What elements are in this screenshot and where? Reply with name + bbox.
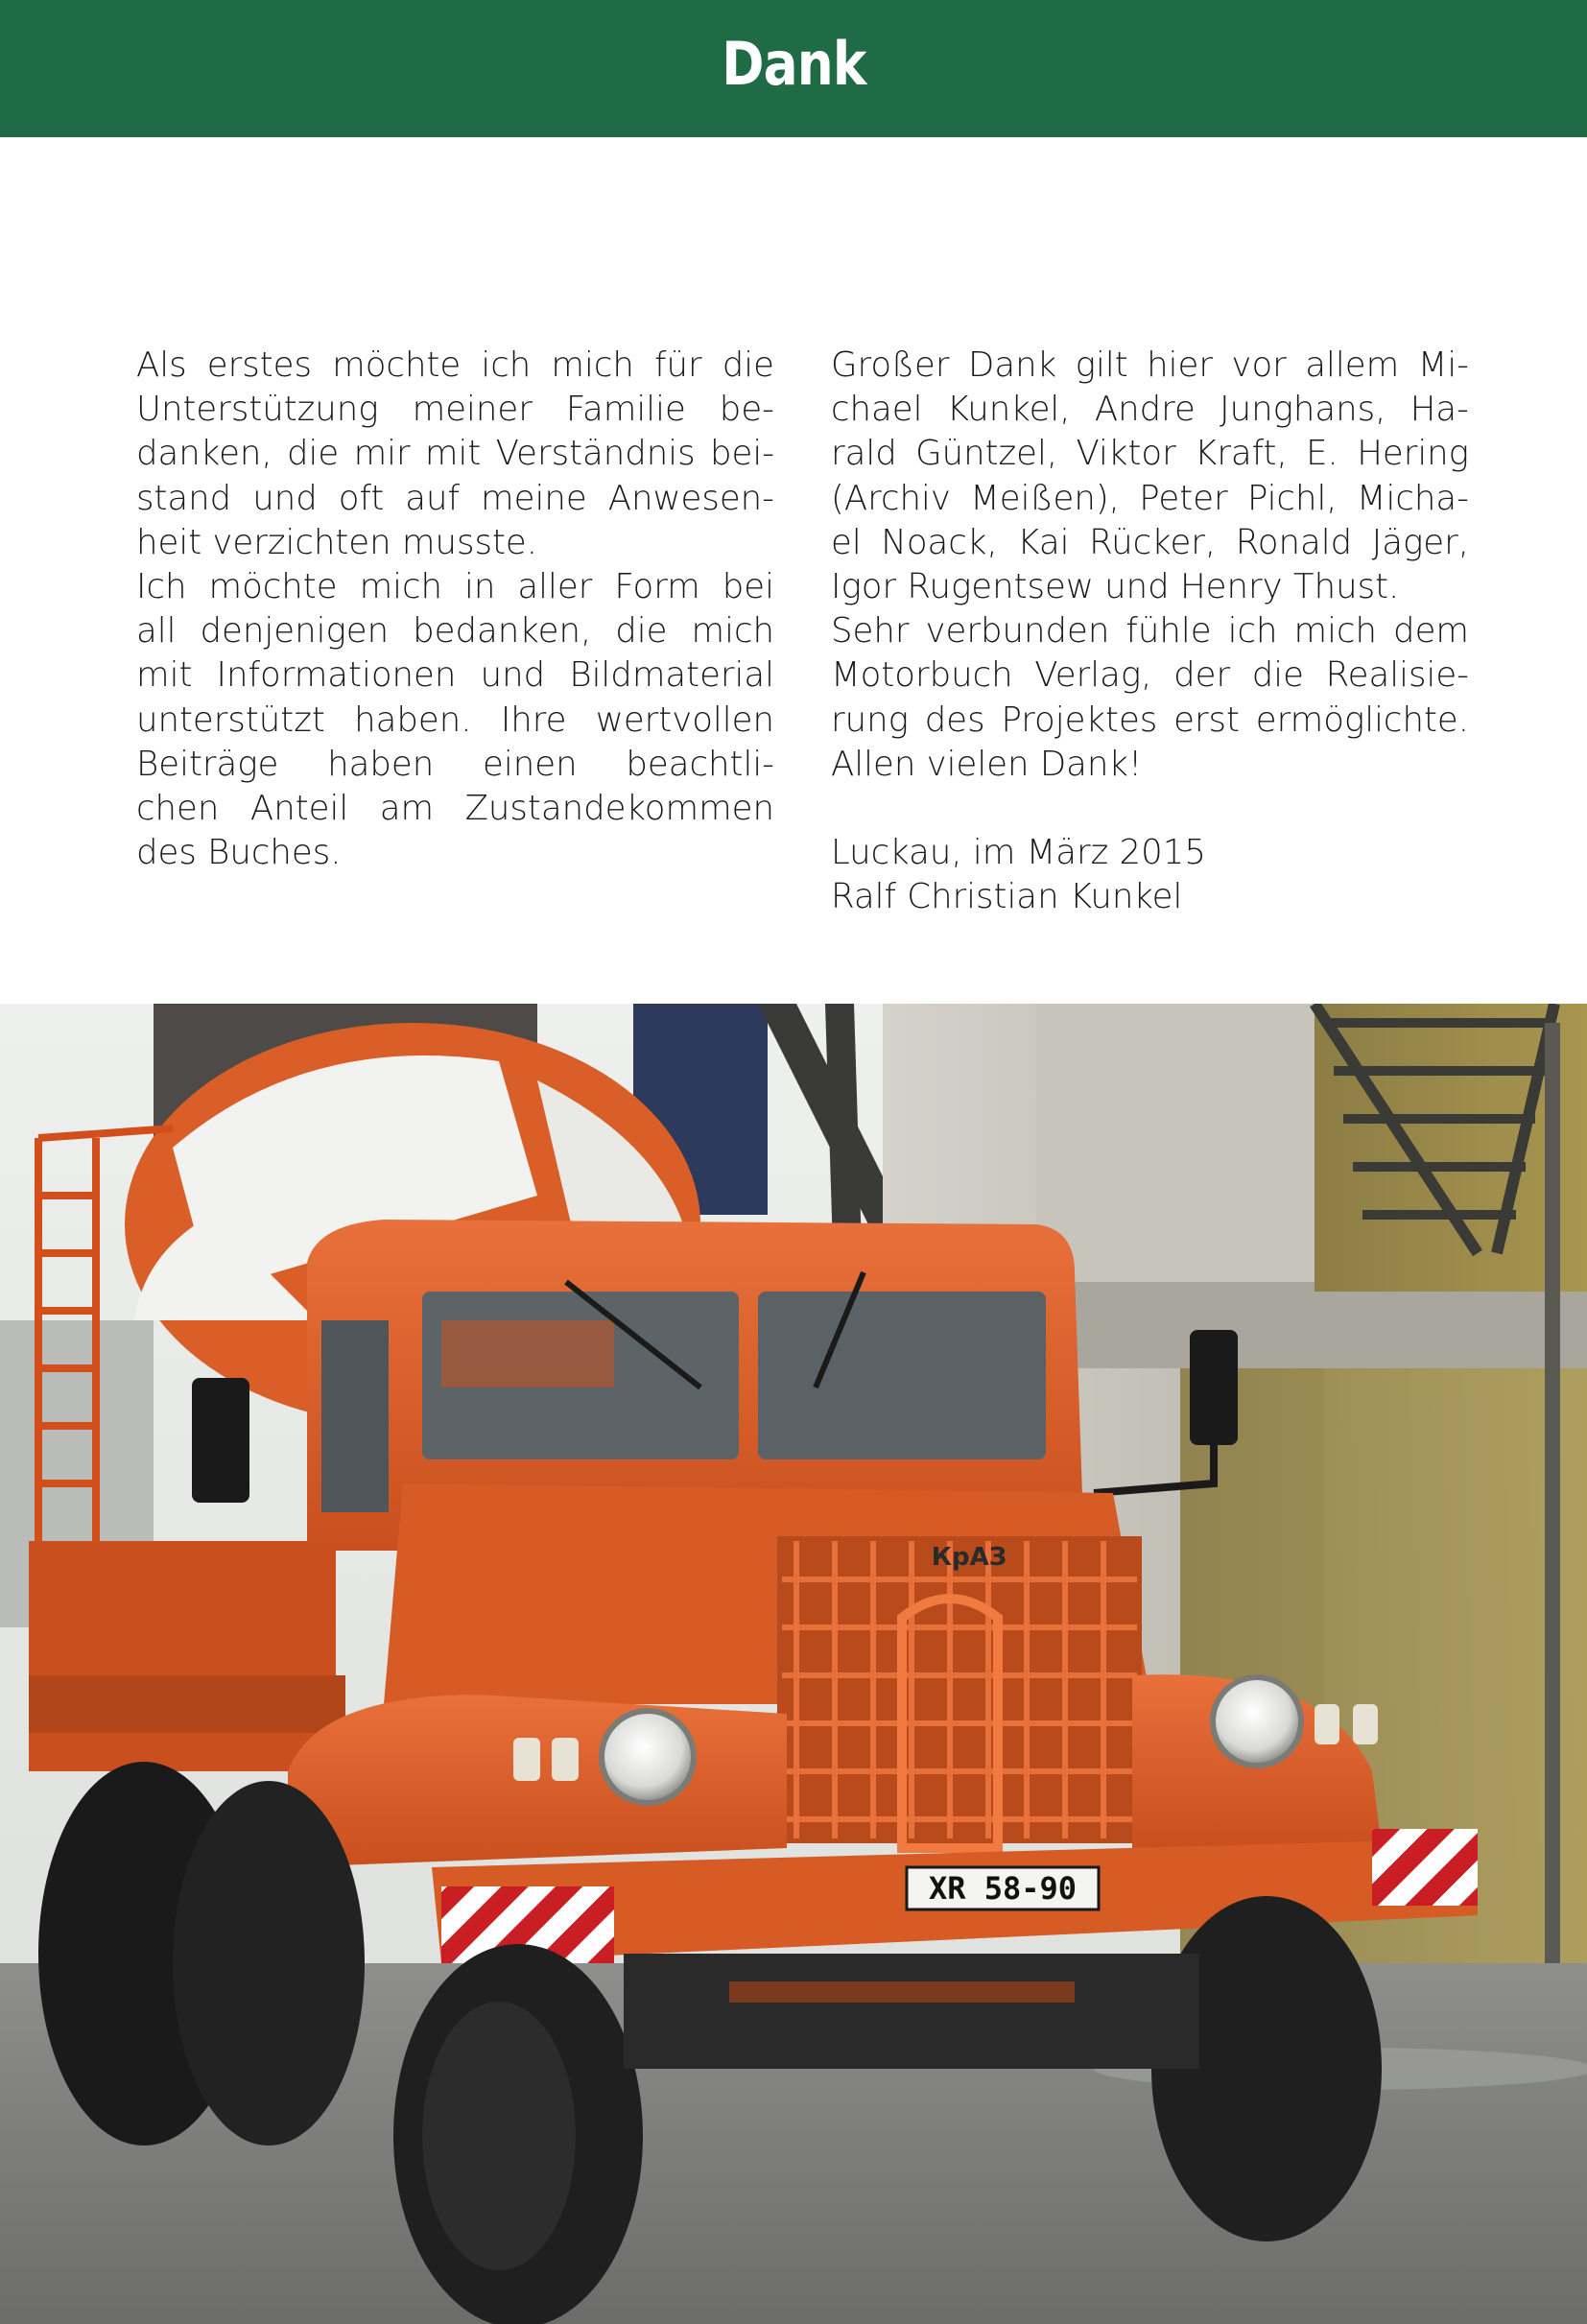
right-text-column xyxy=(831,344,1469,920)
text-line: Igor Rugentsew und Henry Thust. xyxy=(831,567,1400,607)
text-line: unterstützt haben. Ihre wertvollen xyxy=(136,700,774,740)
fender-left xyxy=(288,1695,787,1867)
side-window xyxy=(321,1320,389,1512)
license-plate-text: XR 58-90 xyxy=(928,1870,1078,1907)
text-line: Großer Dank gilt hier vor allem Mi- xyxy=(831,345,1469,385)
text-line: Unterstützung meiner Familie be- xyxy=(136,390,774,430)
truck-photo xyxy=(0,1004,1587,2324)
rear-chassis xyxy=(29,1541,336,1771)
concrete-beam xyxy=(1075,1282,1587,1368)
text-line: all denjenigen bedanken, die mich xyxy=(136,611,774,652)
indicator-lamp xyxy=(513,1738,540,1781)
indicator-lamp xyxy=(552,1738,579,1781)
text-line: Beiträge haben einen beachtli- xyxy=(136,744,774,784)
windshield-right xyxy=(758,1292,1046,1459)
header-band xyxy=(0,0,1587,137)
text-line: Als erstes möchte ich mich für die xyxy=(136,345,774,385)
rear-wheel xyxy=(173,1781,365,2146)
concrete-pillar xyxy=(1036,1004,1324,1292)
text-line: stand und oft auf meine Anwesen- xyxy=(136,478,774,518)
headlight-left xyxy=(602,1711,694,1803)
place-date: Luckau, im März 2015 xyxy=(831,833,1206,873)
text-line: (Archiv Meißen), Peter Pichl, Micha- xyxy=(831,478,1469,518)
undercarriage xyxy=(624,1954,1199,2069)
mirror-right xyxy=(1190,1330,1238,1445)
text-line: heit verzichten musste. xyxy=(136,522,538,562)
text-line: rald Güntzel, Viktor Kraft, E. Hering xyxy=(831,434,1469,474)
headlight-right xyxy=(1213,1677,1301,1766)
text-line: mit Informationen und Bildmaterial xyxy=(136,655,774,696)
pipe xyxy=(1545,1023,1560,2040)
text-line: Sehr verbunden fühle ich mich dem xyxy=(831,611,1469,652)
author-signature: Ralf Christian Kunkel xyxy=(831,877,1183,917)
indicator-lamp xyxy=(1315,1704,1339,1744)
page-title: Dank xyxy=(721,29,866,99)
mirror-left xyxy=(192,1378,249,1503)
radiator-grille xyxy=(777,1536,1142,1848)
blank-line xyxy=(831,787,1469,831)
text-line: Ich möchte mich in aller Form bei xyxy=(136,567,774,607)
rear-frame xyxy=(29,1675,345,1733)
text-line: danken, die mir mit Verständnis bei- xyxy=(136,434,774,474)
text-line: rung des Projektes erst ermöglichte. xyxy=(831,700,1469,740)
text-line: chael Kunkel, Andre Junghans, Ha- xyxy=(831,390,1469,430)
text-line: des Buches. xyxy=(136,833,342,873)
text-line: Allen vielen Dank! xyxy=(831,744,1143,784)
text-line: chen Anteil am Zustandekommen xyxy=(136,789,774,829)
text-line: Motorbuch Verlag, der die Realisie- xyxy=(831,655,1469,696)
warning-stripes-right xyxy=(1372,1829,1478,1906)
grille-badge: КрАЗ xyxy=(931,1543,1007,1572)
left-text-column xyxy=(136,344,774,875)
indicator-lamp xyxy=(1353,1704,1378,1744)
text-line: el Noack, Kai Rücker, Ronald Jäger, xyxy=(831,522,1469,562)
